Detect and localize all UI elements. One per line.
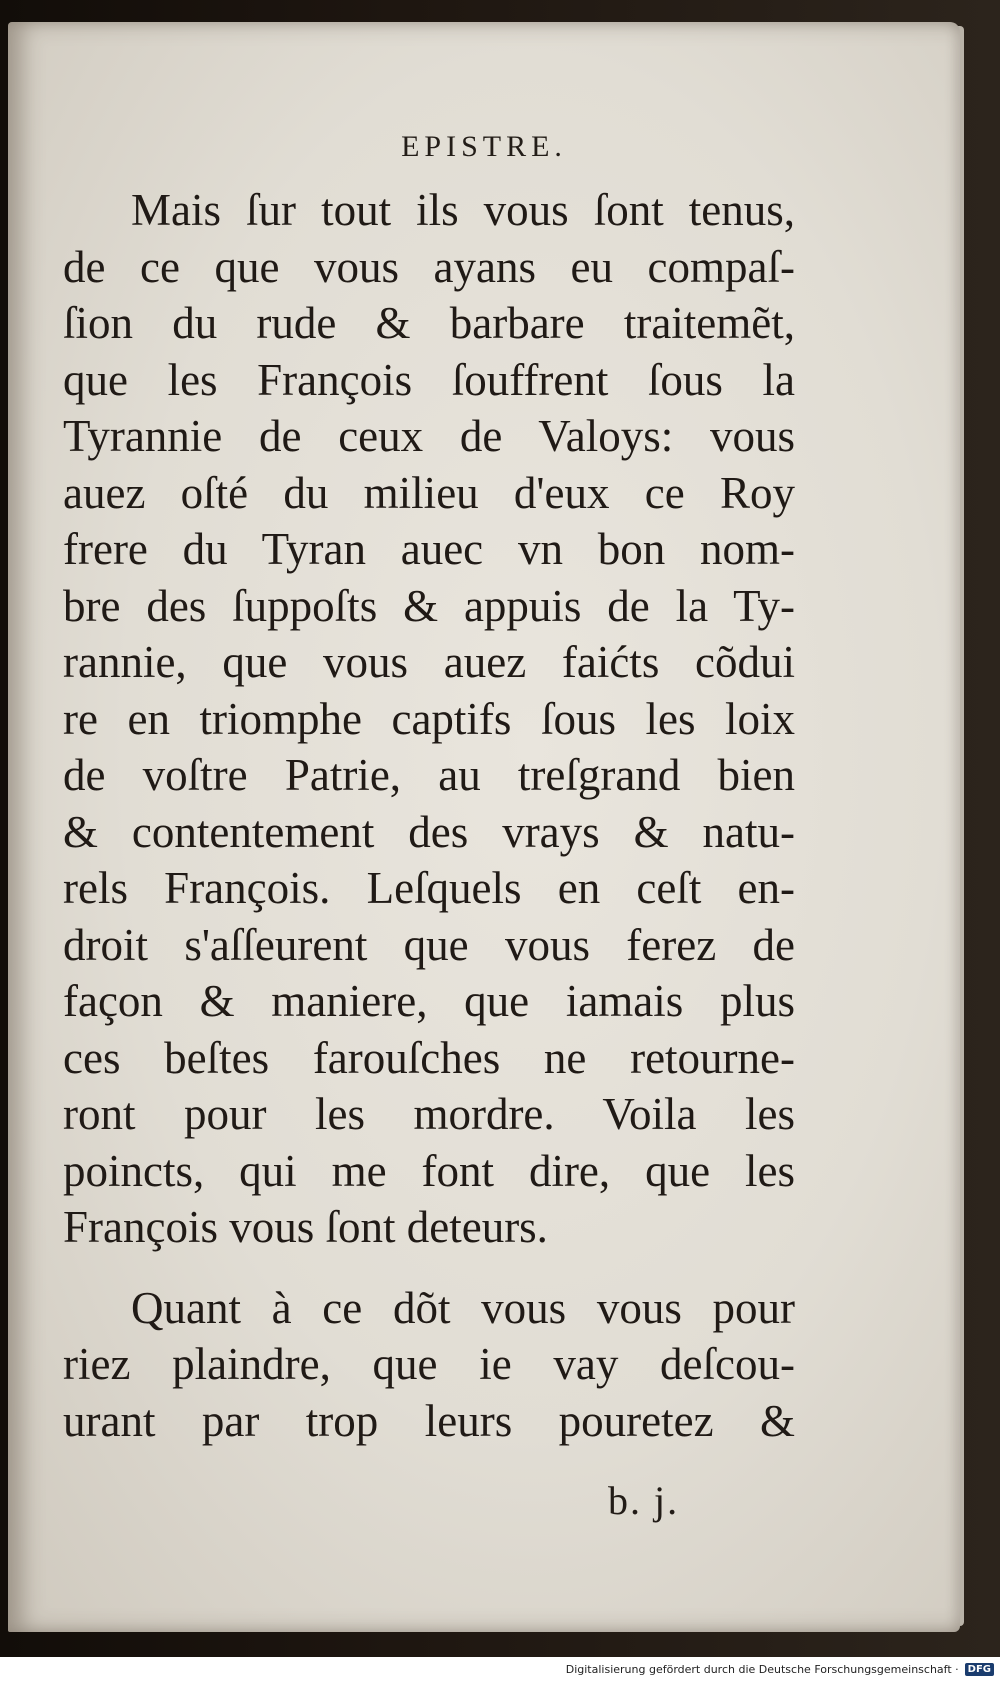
text-line: de voſtre Patrie, au treſgrand bien [63, 750, 795, 800]
text-line: bre des ſuppoſts & appuis de la Ty- [63, 580, 795, 631]
text-line: que les François ſouffrent ſous la [63, 354, 795, 405]
text-line: riez plaindre, que ie vay deſcou- [63, 1339, 795, 1389]
dfg-logo-icon: DFG [965, 1663, 994, 1676]
book-page [8, 22, 960, 1632]
text-line: Mais ſur tout ils vous ſont tenus, [131, 185, 795, 235]
text-line: auez oſté du milieu d'eux ce Roy [63, 467, 795, 518]
text-line: rels François. Leſquels en ceſt en- [63, 863, 795, 913]
text-line: rannie, que vous auez faićts cõdui [63, 637, 795, 687]
text-line: poincts, qui me font dire, que les [63, 1145, 795, 1196]
text-line: Quant à ce dõt vous vous pour [131, 1282, 795, 1333]
text-line: de ce que vous ayans eu compaſ- [63, 241, 795, 292]
text-line: François vous ſont deteurs. [63, 1202, 548, 1252]
text-line: ront pour les mordre. Voila les [63, 1089, 795, 1139]
running-head: EPISTRE. [401, 130, 567, 163]
text-line: frere du Tyran auec vn bon nom- [63, 524, 795, 574]
text-line: & contentement des vrays & natu- [63, 806, 795, 857]
digitization-credit-bar [0, 1657, 1000, 1681]
text-line: façon & maniere, que iamais plus [63, 976, 795, 1026]
body-text [63, 182, 795, 1449]
signature-mark: b. j. [608, 1478, 680, 1523]
text-line: Tyrannie de ceux de Valoys: vous [63, 411, 795, 461]
credit-text: Digitalisierung gefördert durch die Deutsche Forschungsgemeinschaft · [565, 1662, 959, 1676]
text-line: re en triomphe captifs ſous les loix [63, 693, 795, 744]
paragraph-2 [63, 1280, 795, 1450]
paragraph-1 [63, 182, 795, 1256]
text-line: droit s'aſſeurent que vous ferez de [63, 919, 795, 970]
text-line: urant par trop leurs pouretez & [63, 1395, 795, 1446]
text-line: ces beſtes farouſches ne retourne- [63, 1032, 795, 1083]
paragraph-gap [63, 1256, 795, 1280]
text-line: ſion du rude & barbare traitemẽt, [63, 298, 795, 348]
